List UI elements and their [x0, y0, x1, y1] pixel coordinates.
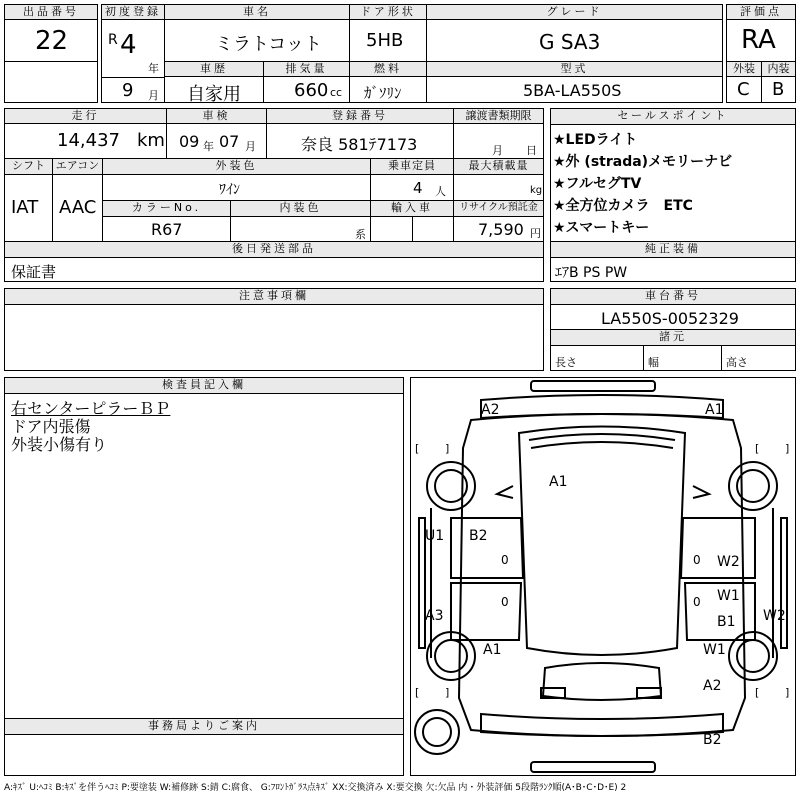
color-no-cell: [102, 216, 231, 242]
plate-cell: [266, 123, 454, 159]
inspection-month: 07: [219, 132, 240, 151]
exterior-label: 外装: [726, 61, 762, 77]
equipment-label: 純正装備: [550, 241, 796, 258]
sales-points-list: [553, 129, 732, 239]
height-cell: [721, 345, 796, 371]
height-label: 高さ: [726, 356, 748, 369]
displacement-unit: cc: [330, 86, 343, 99]
fuel-cell: [349, 76, 427, 103]
damage-mark: W1: [703, 642, 726, 658]
displacement: 660: [294, 80, 329, 101]
mileage: 14,437: [57, 130, 120, 151]
ext-color-label: 外装色: [102, 158, 371, 175]
import-cell-a: [370, 216, 413, 242]
ext-color-cell: [102, 174, 371, 201]
damage-mark: W1: [717, 588, 740, 604]
door-cell: [349, 19, 427, 62]
chassis-label: 車台番号: [550, 288, 796, 305]
recycle-unit: 円: [530, 227, 541, 240]
capacity-cell: [370, 174, 454, 201]
legend: A:ｷｽﾞ U:ﾍｺﾐ B:ｷｽﾞを伴うﾍｺﾐ P:要塗装 W:補修跡 S:錆 C:腐食、 G:ﾌﾛﾝﾄｶﾞﾗｽ点ｷｽﾞ XX:交換済み X:要交換 欠:欠品 内・外装評価 5段階ﾗﾝｸ順(A･B･C･D･E) 2: [4, 783, 627, 793]
notes-cell: [4, 304, 544, 371]
dims-label: 諸元: [550, 329, 796, 346]
transfer-cell: [453, 123, 544, 159]
door-label: ドア形状: [349, 4, 427, 20]
length-label: 長さ: [555, 356, 577, 369]
history: 自家用: [187, 84, 241, 105]
lot-number: 22: [35, 26, 69, 56]
shift-label: シフト: [4, 158, 53, 175]
ac: AAC: [59, 197, 97, 218]
lot-empty-cell: [4, 61, 98, 103]
svg-text:]: ]: [785, 686, 790, 699]
sales-point-item: ★全方位カメラ ETC: [553, 198, 693, 214]
exterior-cell: [726, 76, 762, 103]
ac-cell: [52, 174, 103, 242]
displacement-cell: [263, 76, 350, 103]
import-label: 輸入車: [370, 200, 454, 217]
svg-text:[: [: [755, 442, 760, 455]
transfer-day: 日: [526, 144, 537, 157]
inspector-line: 右センターピラーＢＰ: [11, 399, 171, 418]
width-cell: [643, 345, 722, 371]
ext-color: ﾜｲﾝ: [219, 182, 240, 198]
car-diagram: [411, 378, 795, 775]
load-cell: [453, 174, 544, 201]
int-color-unit: 系: [355, 228, 366, 241]
interior-cell: [761, 76, 796, 103]
reg-year-unit: 年: [148, 62, 159, 75]
model: 5BA-LA550S: [523, 81, 622, 100]
later-parts-value: 保証書: [11, 263, 57, 281]
inspection-year-unit: 年: [203, 140, 214, 153]
damage-mark: W2: [763, 608, 786, 624]
inspector-line: 外装小傷有り: [11, 435, 108, 454]
load-label: 最大積載量: [453, 158, 544, 175]
shift: IAT: [11, 197, 39, 218]
int-color-cell: [230, 216, 371, 242]
svg-text:0: 0: [501, 553, 509, 567]
sales-point-item: ★LEDライト: [553, 132, 638, 148]
capacity: 4: [413, 179, 423, 197]
import-cell-b: [412, 216, 454, 242]
damage-mark: B2: [703, 732, 722, 748]
plate-label: 登録番号: [266, 108, 454, 124]
chassis-cell: [550, 304, 796, 330]
damage-mark: B1: [717, 614, 736, 630]
mileage-unit: km: [137, 130, 165, 151]
first-reg-year-cell: [101, 19, 165, 78]
equipment-value: ｴｱB PS PW: [555, 265, 628, 281]
first-reg-month-cell: [101, 77, 165, 103]
interior-grade: B: [772, 79, 785, 100]
svg-text:[: [: [755, 686, 760, 699]
office-label: 事務局よりご案内: [4, 718, 404, 735]
svg-text:]: ]: [445, 686, 450, 699]
width-label: 幅: [648, 356, 659, 369]
score-cell: [726, 19, 796, 62]
damage-mark: A2: [703, 678, 722, 694]
later-parts-cell: [4, 257, 544, 282]
grade: G SA3: [539, 30, 601, 54]
svg-text:]: ]: [445, 442, 450, 455]
displacement-label: 排気量: [263, 61, 350, 77]
history-label: 車歴: [164, 61, 264, 77]
chassis-number: LA550S-0052329: [601, 309, 739, 328]
transfer-month: 月: [492, 144, 503, 157]
inspector-line: ドア内張傷: [11, 417, 91, 436]
lot-label: 出品番号: [4, 4, 98, 20]
lot-number-cell: [4, 19, 98, 62]
load-unit: kg: [530, 185, 543, 196]
inspection-year: 09: [179, 132, 200, 151]
svg-text:0: 0: [693, 595, 701, 609]
svg-text:]: ]: [785, 442, 790, 455]
office-cell: [4, 734, 404, 776]
ac-label: エアコン: [52, 158, 103, 175]
capacity-label: 乗車定員: [370, 158, 454, 175]
car-name: ミラトコット: [215, 34, 322, 55]
model-cell: [426, 76, 723, 103]
recycle-cell: [453, 216, 544, 242]
inspector-cell: [4, 393, 404, 719]
damage-mark: A2: [481, 402, 500, 418]
svg-text:0: 0: [501, 595, 509, 609]
notes-label: 注意事項欄: [4, 288, 544, 305]
door-type: 5HB: [366, 30, 404, 51]
reg-year: 4: [120, 30, 137, 60]
damage-mark: U1: [425, 528, 445, 544]
car-name-label: 車名: [164, 4, 350, 20]
sales-point-item: ★外 (strada)メモリーナビ: [553, 154, 733, 170]
era-letter: R: [108, 32, 118, 48]
interior-label: 内装: [761, 61, 796, 77]
exterior-grade: C: [737, 79, 750, 100]
damage-mark: A1: [549, 474, 568, 490]
color-no: R67: [151, 220, 183, 239]
inspection-label: 車検: [166, 108, 267, 124]
int-color-label: 内装色: [230, 200, 371, 217]
sales-point-item: ★フルセグTV: [553, 176, 642, 192]
grade-cell: [426, 19, 723, 62]
plate-number: 奈良 581ﾃ7173: [301, 135, 418, 154]
grade-label: グレード: [426, 4, 723, 20]
fuel-label: 燃料: [349, 61, 427, 77]
capacity-unit: 人: [435, 185, 446, 198]
recycle-label: リサイクル預託金: [453, 200, 544, 217]
damage-mark: W2: [717, 554, 740, 570]
fuel: ｶﾞｿﾘﾝ: [364, 84, 402, 102]
damage-mark: B2: [469, 528, 488, 544]
score-label: 評価点: [726, 4, 796, 20]
svg-text:[: [: [415, 442, 420, 455]
first-reg-label: 初度登録: [101, 4, 165, 20]
score: RA: [741, 25, 776, 55]
damage-diagram-panel: [410, 377, 796, 776]
sales-point-item: ★スマートキー: [553, 220, 650, 236]
history-cell: [164, 76, 264, 103]
damage-mark: A3: [425, 608, 444, 624]
sales-points-label: セールスポイント: [550, 108, 796, 125]
color-no-label: カラーNo.: [102, 200, 231, 217]
equipment-cell: [550, 257, 796, 282]
inspection-month-unit: 月: [245, 140, 256, 153]
svg-text:0: 0: [693, 553, 701, 567]
later-parts-label: 後日発送部品: [4, 241, 544, 258]
inspection-cell: [166, 123, 267, 159]
reg-month-unit: 月: [148, 89, 159, 102]
damage-mark: A1: [705, 402, 724, 418]
shift-cell: [4, 174, 53, 242]
transfer-label: 譲渡書類期限: [453, 108, 544, 124]
damage-mark: A1: [483, 642, 502, 658]
inspector-label: 検査員記入欄: [4, 377, 404, 394]
mileage-label: 走行: [4, 108, 167, 124]
mileage-cell: [4, 123, 167, 159]
car-name-cell: [164, 19, 350, 62]
reg-month: 9: [122, 80, 134, 101]
sales-points-cell: [550, 124, 796, 242]
length-cell: [550, 345, 644, 371]
model-label: 型式: [426, 61, 723, 77]
svg-text:[: [: [415, 686, 420, 699]
recycle-fee: 7,590: [478, 220, 524, 239]
